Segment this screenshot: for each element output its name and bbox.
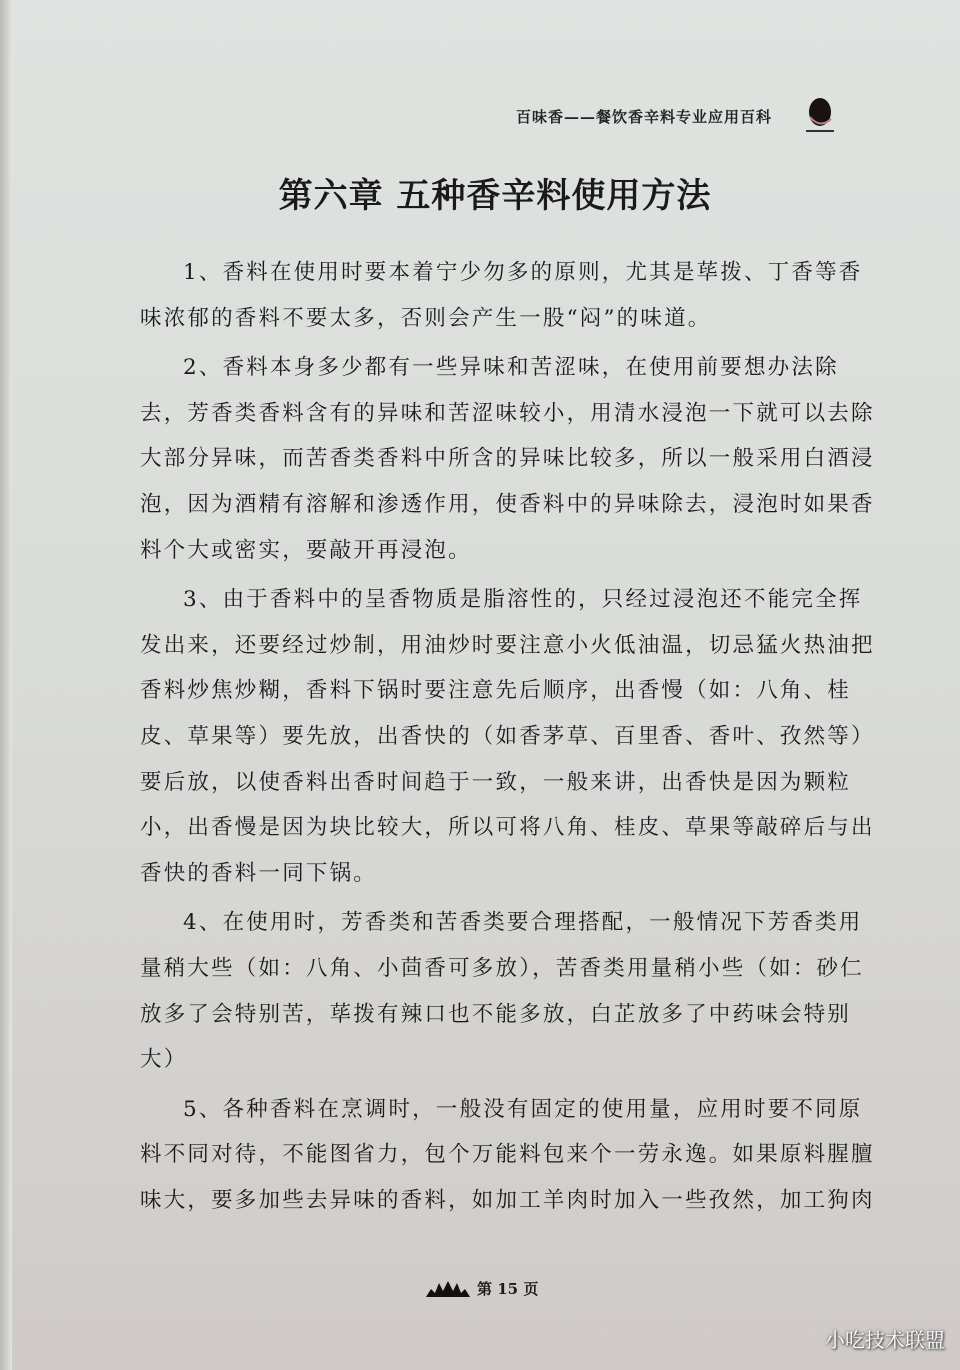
text-line: 3、由于香料中的呈香物质是脂溶性的，只经过浸泡还不能完全挥 [183, 587, 863, 613]
text-line: 4、在使用时，芳香类和苦香类要合理搭配，一般情况下芳香类用 [183, 910, 863, 936]
paragraph [140, 345, 875, 573]
text-line: 味浓郁的香料不要太多，否则会产生一股“闷”的味道。 [140, 305, 712, 331]
text-line: 大部分异味，而苦香类香料中所含的异味比较多，所以一般采用白酒浸 [140, 446, 875, 472]
text-line: 5、各种香料在烹调时，一般没有固定的使用量，应用时要不同原 [183, 1096, 863, 1122]
body-text [140, 250, 875, 1223]
paragraph [140, 250, 863, 341]
text-line: 料不同对待，不能图省力，包个万能料包来个一劳永逸。如果原料腥膻 [140, 1142, 875, 1168]
text-line: 皮、草果等）要先放，出香快的（如香茅草、百里香、香叶、孜然等） [140, 723, 875, 749]
text-line: 泡，因为酒精有溶解和渗透作用，使香料中的异味除去，浸泡时如果香 [140, 491, 875, 517]
text-line: 要后放，以使香料出香时间趋于一致，一般来讲，出香快是因为颗粒 [140, 769, 852, 795]
text-line: 2、香料本身多少都有一些异味和苦涩味，在使用前要想办法除 [183, 355, 839, 381]
text-line: 量稍大些（如：八角、小茴香可多放），苦香类用量稍小些（如：砂仁 [140, 955, 864, 981]
text-line: 味大，要多加些去异味的香料，如加工羊肉时加入一些孜然，加工狗肉 [140, 1187, 875, 1213]
text-line: 发出来，还要经过炒制，用油炒时要注意小火低油温，切忌猛火热油把 [140, 632, 875, 658]
text-line: 料个大或密实，要敲开再浸泡。 [140, 537, 472, 563]
lotus-ornament-icon [425, 1280, 471, 1298]
logo-icon [800, 95, 840, 135]
paragraph [140, 900, 864, 1082]
text-line: 香快的香料一同下锅。 [140, 860, 378, 886]
text-line: 1、香料在使用时要本着宁少勿多的原则，尤其是荜拨、丁香等香 [183, 260, 863, 285]
page-footer [425, 1278, 538, 1299]
paragraph [140, 1087, 875, 1224]
chapter-title: 第六章 五种香辛料使用方法 [278, 176, 712, 216]
text-line: 小，出香慢是因为块比较大，所以可将八角、桂皮、草果等敲碎后与出 [140, 815, 875, 841]
page-number: 第 15 页 [477, 1280, 539, 1298]
text-line: 去，芳香类香料含有的异味和苦涩味较小，用清水浸泡一下就可以去除 [140, 400, 875, 426]
text-line: 放多了会特别苦，荜拨有辣口也不能多放，白芷放多了中药味会特别 [140, 1001, 852, 1027]
text-line: 香料炒焦炒糊，香料下锅时要注意先后顺序，出香慢（如：八角、桂 [140, 678, 852, 704]
paragraph [140, 577, 875, 896]
text-line: 大） [140, 1047, 188, 1073]
running-header: 百味香——餐饮香辛料专业应用百科 [516, 108, 773, 126]
watermark: 小吃技术联盟 [825, 1328, 945, 1352]
